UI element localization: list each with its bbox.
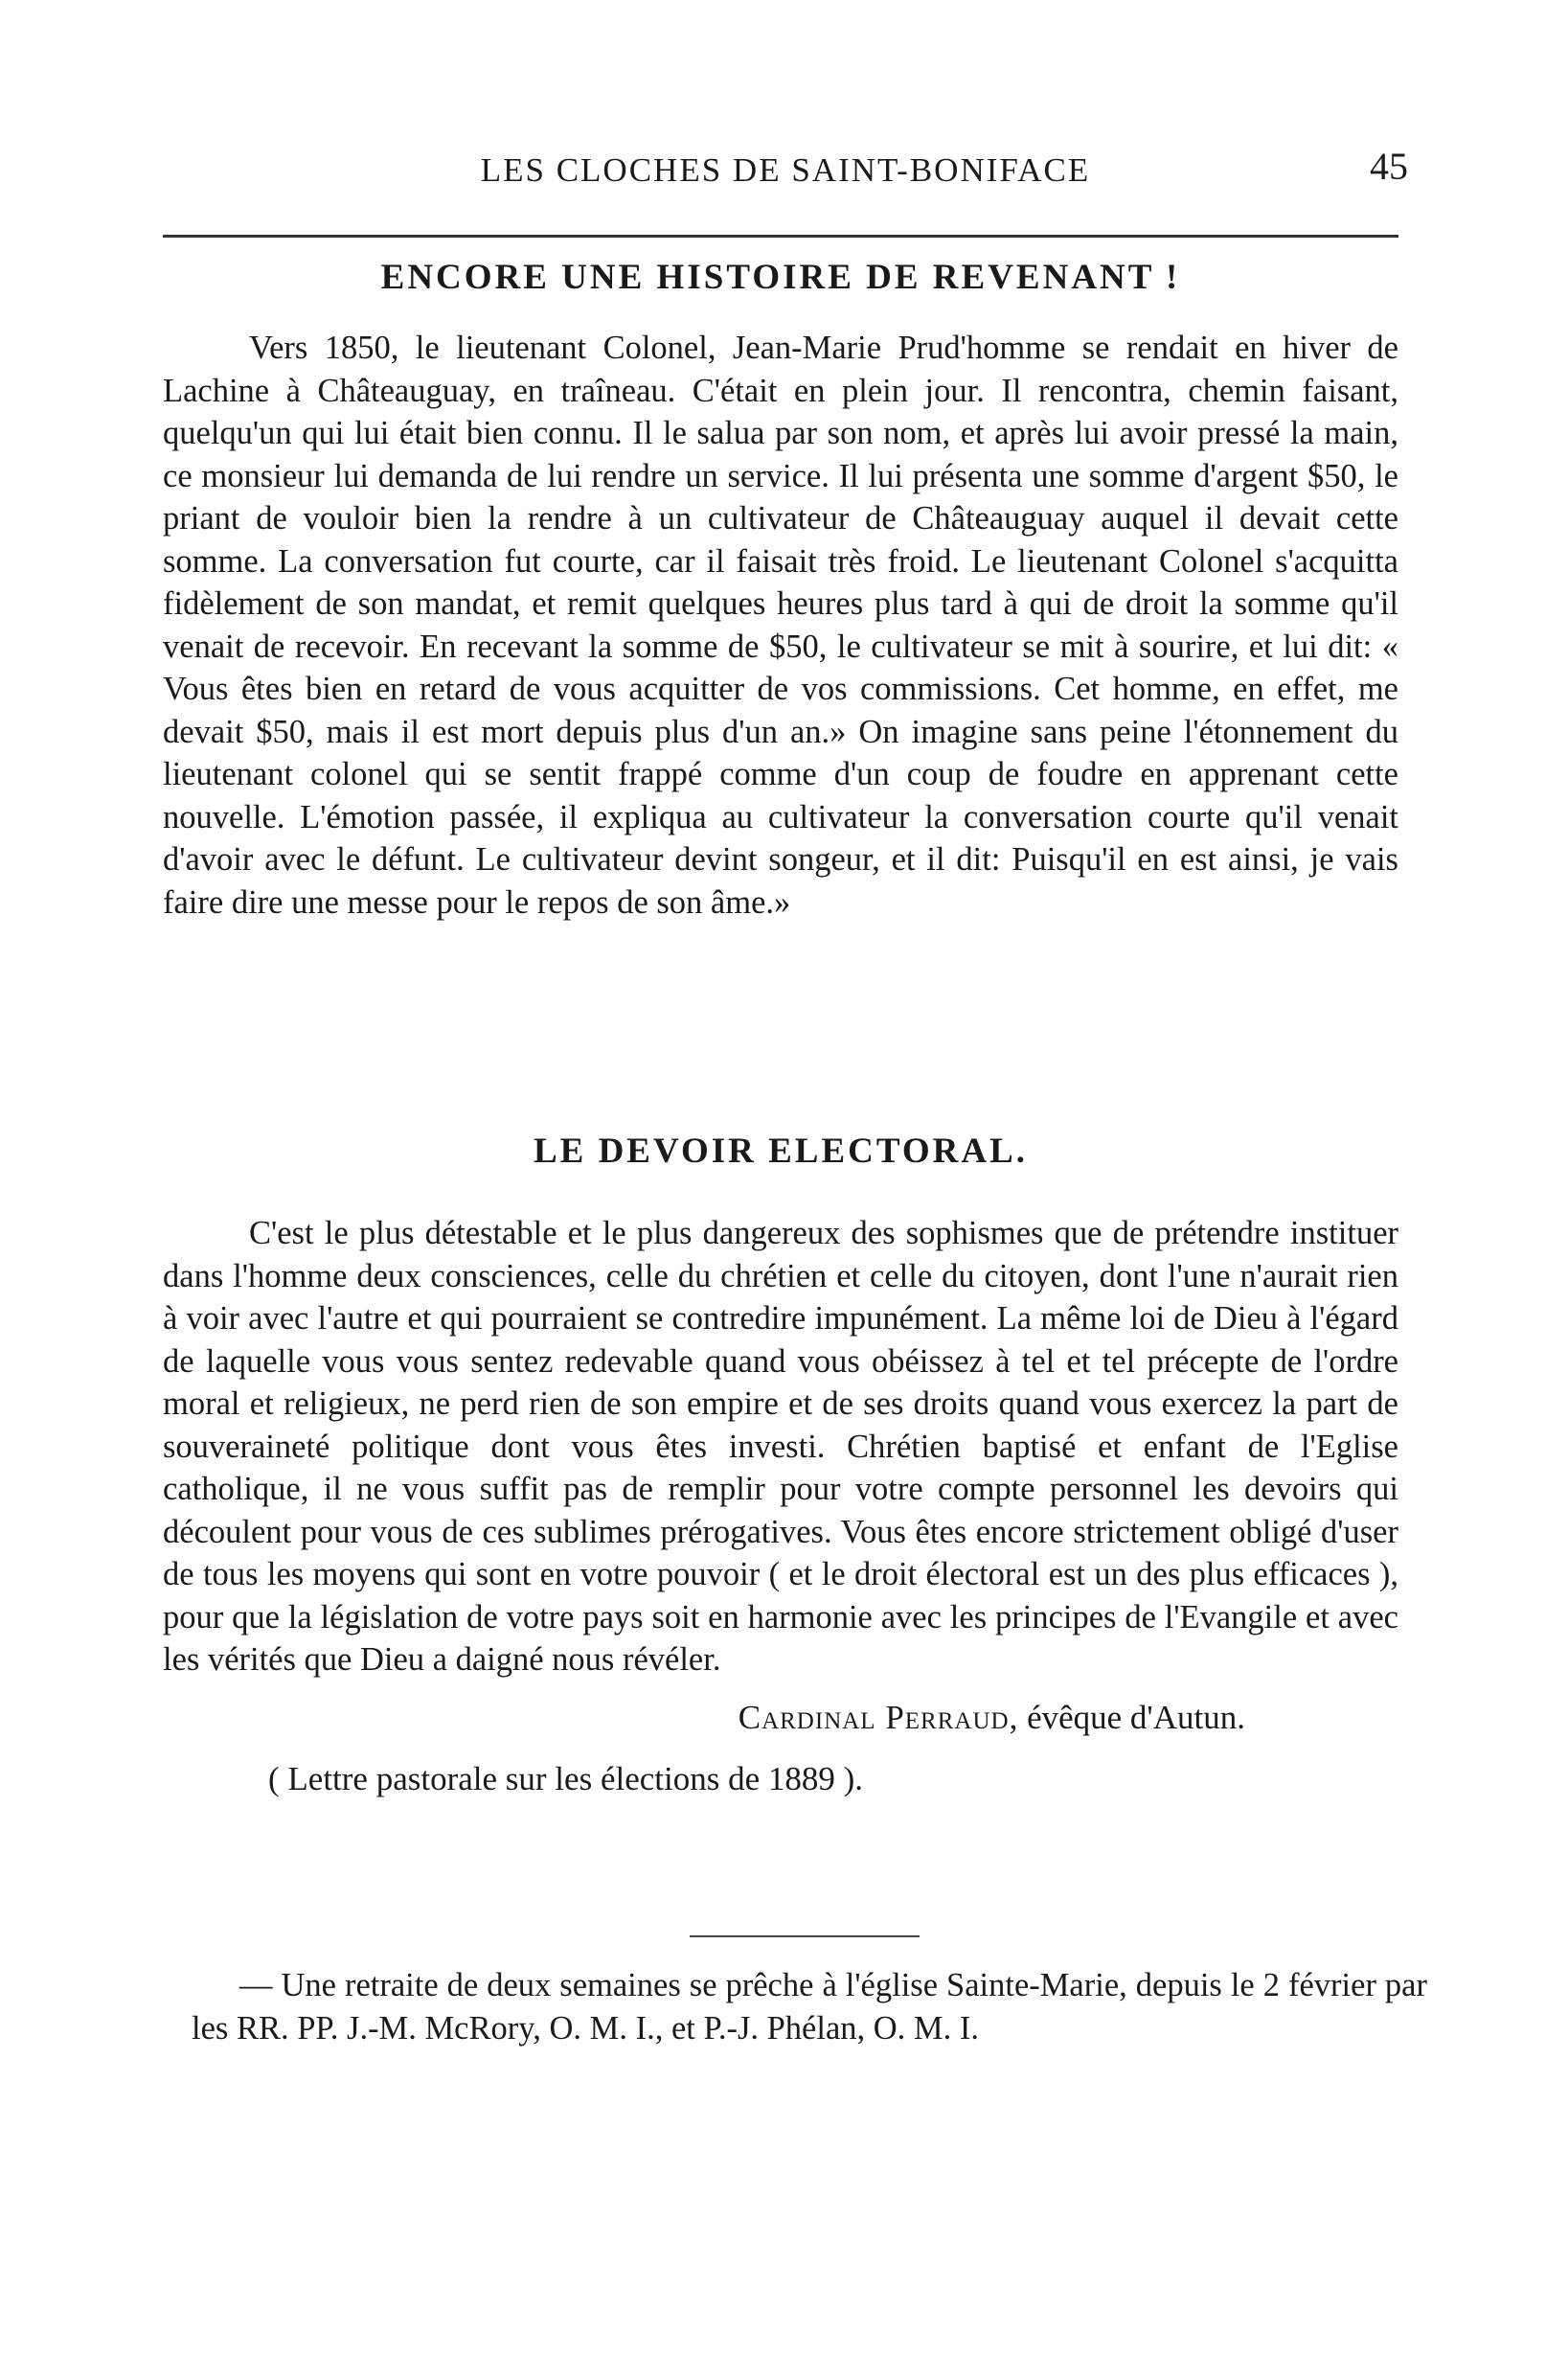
running-head xyxy=(163,144,1408,201)
signature-role: évêque d'Autun. xyxy=(1027,1698,1245,1736)
ghost-story-section xyxy=(163,257,1398,924)
ghost-story-body: Vers 1850, le lieutenant Colonel, Jean-Marie Prud'homme se rendait en hiver de Lachine à Châteauguay, en traîneau. C'était en plein jour. Il rencontra, chemin faisant, quelqu'un qui lui était bien connu. Il le salua par son nom, et après lui avoir pressé la main, ce monsieur lui demanda de lui rendre un service. Il lui présenta une somme d'argent $50, le priant de vouloir bien la rendre à un cultivateur de Châteauguay auquel il devait cette somme. La conversation fut courte, car il faisait très froid. Le lieutenant Colonel s'acquitta fidèlement de son mandat, et remit quelques heures plus tard à qui de droit la somme qu'il venait de recevoir. En recevant la somme de $50, le cultivateur se mit à sourire, et lui dit: « Vous êtes bien en retard de vous acquitter de vos commissions. Cet homme, en effet, me devait $50, mais il est mort depuis plus d'un an.» On imagine sans peine l'étonnement du lieutenant colonel qui se sentit frappé comme d'un coup de foudre en apprenant cette nouvelle. L'émotion passée, il expliqua au cultivateur la conversation courte qu'il venait d'avoir avec le défunt. Le cultivateur devint songeur, et il dit: Puisqu'il en est ainsi, je vais faire dire une messe pour le repos de son âme.» xyxy=(163,330,1398,921)
signature-name: Cardinal Perraud, xyxy=(738,1698,1019,1736)
section-divider xyxy=(690,1935,920,1937)
ghost-story-title: ENCORE UNE HISTOIRE DE REVENANT ! xyxy=(380,258,1181,297)
retreat-note: — Une retraite de deux semaines se prêche à l'église Sainte-Marie, depuis le 2 février par les RR. PP. J.-M. McRory, O. M. I., et P.-J. Phélan, O. M. I. xyxy=(192,1967,1427,2047)
electoral-duty-body: C'est le plus détestable et le plus dangereux des sophismes que de prétendre instituer dans l'homme deux consciences, celle du chrétien et celle du citoyen, dont l'une n'aurait rien à voir avec l'autre et qui pourraient se contredire impunément. La même loi de Dieu à l'égard de laquelle vous vous sentez redevable quand vous obéissez à tel et tel précepte de l'ordre moral et religieux, ne perd rien de son empire et de ses droits quand vous exercez la part de souveraineté politique dont vous êtes investi. Chrétien baptisé et enfant de l'Eglise catholique, il ne vous suffit pas de remplir pour votre compte personnel les devoirs qui découlent pour vous de ces sublimes prérogatives. Vous êtes encore strictement obligé d'user de tous les moyens qui sont en votre pouvoir ( et le droit électoral est un des plus efficaces ), pour que la législation de votre pays soit en harmonie avec les principes de l'Evangile et avec les vérités que Dieu a daigné nous révéler. xyxy=(163,1215,1398,1678)
electoral-duty-title: LE DEVOIR ELECTORAL. xyxy=(533,1132,1029,1171)
page-number: 45 xyxy=(1370,145,1408,188)
header-rule xyxy=(163,235,1398,238)
electoral-duty-section xyxy=(163,1131,1398,1798)
signature xyxy=(163,1699,1245,1737)
running-title: LES CLOCHES DE SAINT-BONIFACE xyxy=(480,151,1091,189)
source-citation: ( Lettre pastorale sur les élections de 1889 ). xyxy=(268,1759,864,1797)
